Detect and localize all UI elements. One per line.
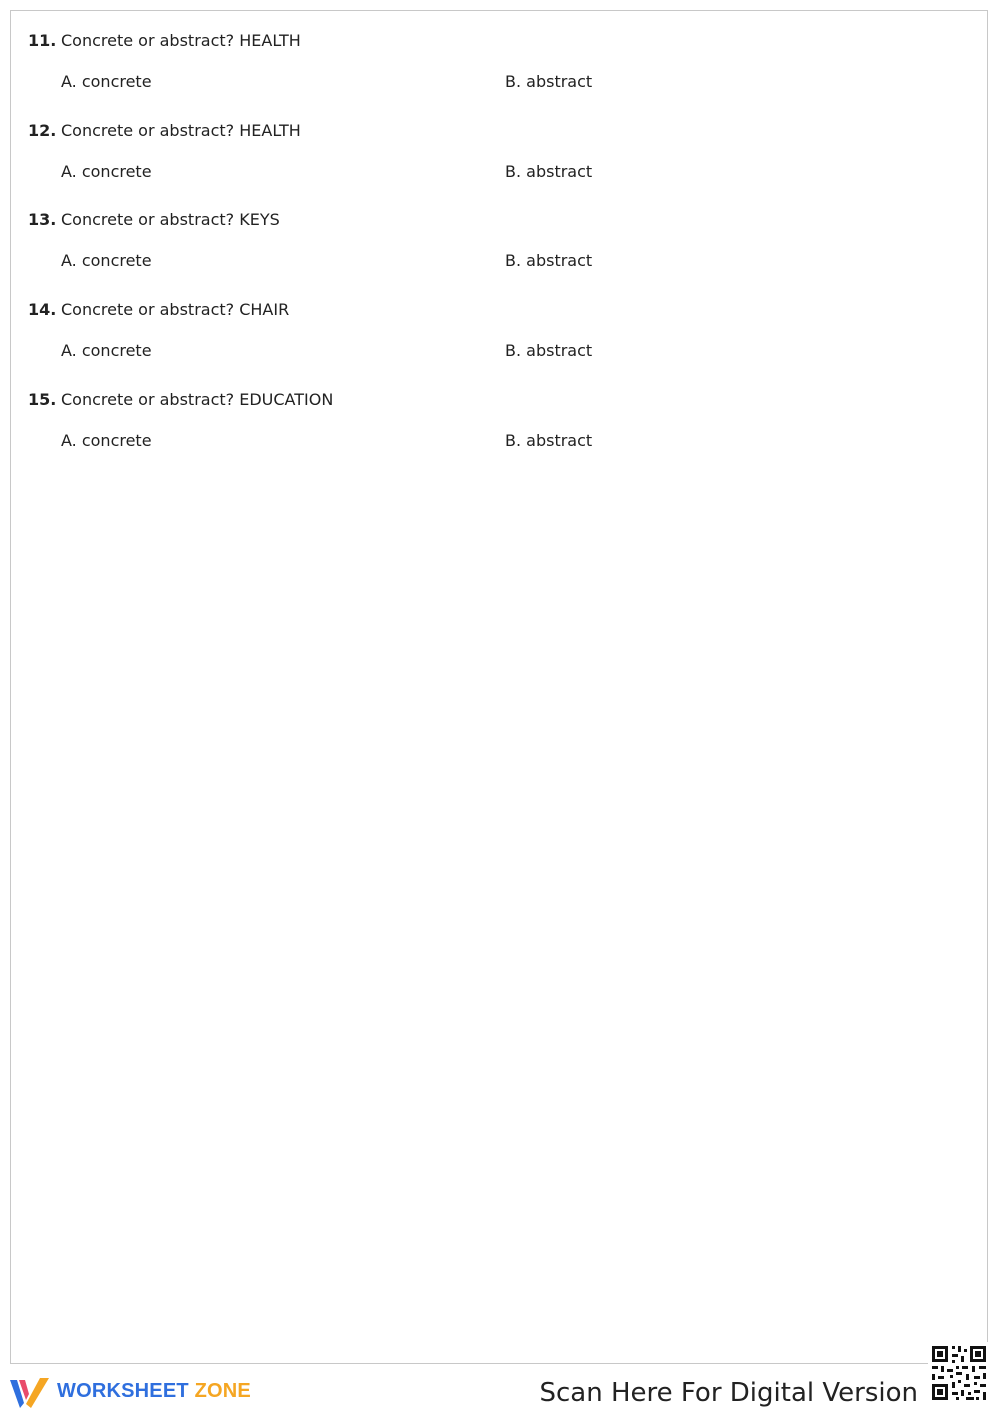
question-text: Concrete or abstract? HEALTH xyxy=(61,31,301,50)
question-text: Concrete or abstract? HEALTH xyxy=(61,121,301,140)
brand-logo[interactable] xyxy=(9,1376,269,1410)
brand-name xyxy=(57,1380,251,1403)
option-b[interactable]: B. abstract xyxy=(505,341,593,360)
question-text: Concrete or abstract? CHAIR xyxy=(61,300,290,319)
question-number: 14. xyxy=(28,300,57,319)
option-b[interactable]: B. abstract xyxy=(505,162,593,181)
question-number: 13. xyxy=(28,210,57,229)
brand-name-part1: WORKSHEET xyxy=(57,1380,189,1402)
question-15 xyxy=(28,390,968,460)
scan-label: Scan Here For Digital Version xyxy=(539,1378,918,1408)
option-a[interactable]: A. concrete xyxy=(61,341,152,360)
question-number: 11. xyxy=(28,31,57,50)
question-text: Concrete or abstract? EDUCATION xyxy=(61,390,334,409)
option-b[interactable]: B. abstract xyxy=(505,72,593,91)
option-a[interactable]: A. concrete xyxy=(61,251,152,270)
option-b[interactable]: B. abstract xyxy=(505,251,593,270)
worksheetzone-logo-icon xyxy=(9,1376,51,1410)
worksheet-page xyxy=(10,10,988,1364)
option-a[interactable]: A. concrete xyxy=(61,72,152,91)
option-a[interactable]: A. concrete xyxy=(61,431,152,450)
question-11 xyxy=(28,31,968,101)
question-13 xyxy=(28,210,968,280)
question-text: Concrete or abstract? KEYS xyxy=(61,210,280,229)
question-number: 15. xyxy=(28,390,57,409)
question-14 xyxy=(28,300,968,370)
question-number: 12. xyxy=(28,121,57,140)
option-a[interactable]: A. concrete xyxy=(61,162,152,181)
brand-name-part2: ZONE xyxy=(194,1380,251,1402)
option-b[interactable]: B. abstract xyxy=(505,431,593,450)
qr-code-icon[interactable] xyxy=(928,1342,990,1404)
question-12 xyxy=(28,121,968,191)
